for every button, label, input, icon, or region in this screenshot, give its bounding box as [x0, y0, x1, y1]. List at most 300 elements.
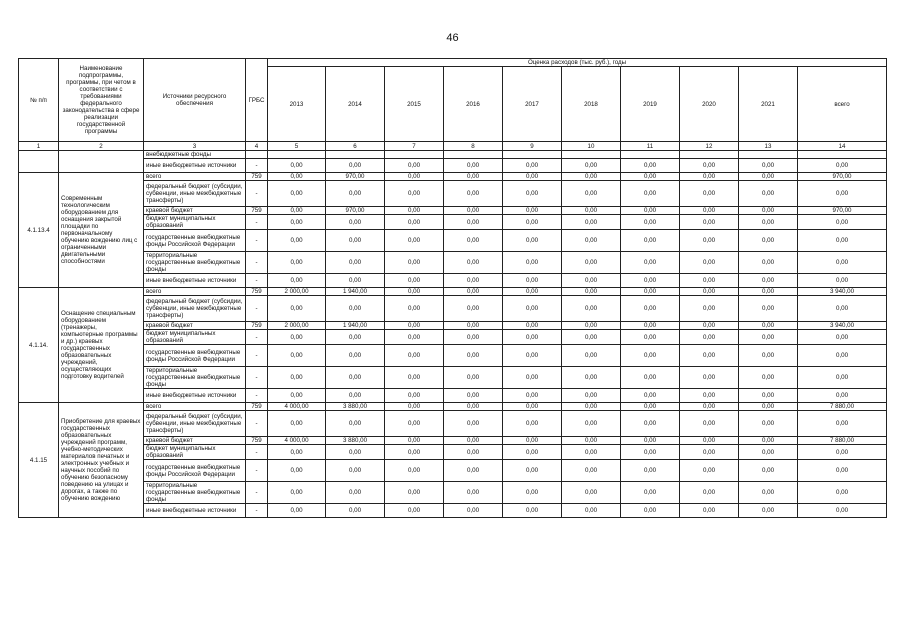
grbs-cell: -: [246, 330, 268, 345]
value-cell: 0,00: [739, 173, 798, 181]
source-cell: иные внебюджетные источники: [144, 159, 246, 173]
value-cell: 0,00: [503, 367, 562, 389]
value-cell: 0,00: [268, 230, 326, 252]
value-cell: 0,00: [503, 403, 562, 411]
source-cell: государственные внебюджетные фонды Российской Федерации: [144, 460, 246, 482]
table-row: [19, 173, 887, 181]
value-cell: 0,00: [798, 389, 887, 403]
value-cell: [621, 151, 680, 159]
header-year: всего: [798, 67, 887, 142]
table-row: [19, 504, 887, 518]
value-cell: 0,00: [680, 367, 739, 389]
value-cell: 0,00: [680, 288, 739, 296]
value-cell: 0,00: [798, 159, 887, 173]
source-cell: всего: [144, 288, 246, 296]
value-cell: 0,00: [562, 345, 621, 367]
value-cell: 0,00: [503, 230, 562, 252]
value-cell: 0,00: [621, 389, 680, 403]
value-cell: 0,00: [385, 437, 444, 445]
section-name: Оснащение специальным оборудованием (тренажеры, компьютерные программы и др.) краевых государственных образовательных учреждений, осуществляющих подготовку водителей: [59, 288, 144, 403]
value-cell: 0,00: [268, 389, 326, 403]
table-row: [19, 230, 887, 252]
value-cell: 0,00: [503, 445, 562, 460]
value-cell: 0,00: [680, 437, 739, 445]
value-cell: 0,00: [739, 159, 798, 173]
header-year: 2019: [621, 67, 680, 142]
grbs-cell: -: [246, 482, 268, 504]
table-row: [19, 207, 887, 215]
value-cell: 0,00: [562, 296, 621, 322]
value-cell: 0,00: [444, 181, 503, 207]
value-cell: 0,00: [562, 367, 621, 389]
table-row: [19, 330, 887, 345]
value-cell: 0,00: [385, 173, 444, 181]
value-cell: [444, 151, 503, 159]
value-cell: 0,00: [326, 274, 385, 288]
value-cell: 0,00: [680, 215, 739, 230]
value-cell: 0,00: [562, 445, 621, 460]
value-cell: 0,00: [562, 460, 621, 482]
value-cell: 0,00: [385, 345, 444, 367]
value-cell: 3 940,00: [798, 288, 887, 296]
value-cell: 0,00: [798, 330, 887, 345]
value-cell: 0,00: [739, 274, 798, 288]
value-cell: 0,00: [385, 367, 444, 389]
value-cell: 0,00: [739, 504, 798, 518]
section-code: 4.1.15: [19, 403, 59, 518]
value-cell: 0,00: [739, 322, 798, 330]
table-row: [19, 411, 887, 437]
value-cell: 0,00: [385, 252, 444, 274]
value-cell: [798, 151, 887, 159]
empty-cell: [59, 151, 144, 173]
grbs-cell: -: [246, 230, 268, 252]
value-cell: 0,00: [385, 274, 444, 288]
source-cell: краевой бюджет: [144, 437, 246, 445]
value-cell: 0,00: [798, 367, 887, 389]
value-cell: 0,00: [621, 504, 680, 518]
source-cell: бюджет муниципальных образований: [144, 215, 246, 230]
grbs-cell: -: [246, 445, 268, 460]
value-cell: 0,00: [621, 274, 680, 288]
value-cell: [385, 151, 444, 159]
value-cell: 0,00: [444, 367, 503, 389]
value-cell: 0,00: [268, 482, 326, 504]
value-cell: 0,00: [739, 288, 798, 296]
value-cell: 0,00: [798, 296, 887, 322]
value-cell: 0,00: [385, 288, 444, 296]
grbs-cell: -: [246, 215, 268, 230]
value-cell: 0,00: [798, 181, 887, 207]
value-cell: 0,00: [385, 207, 444, 215]
value-cell: 0,00: [621, 288, 680, 296]
value-cell: 0,00: [739, 367, 798, 389]
value-cell: 0,00: [739, 296, 798, 322]
value-cell: 0,00: [739, 460, 798, 482]
table-row: [19, 403, 887, 411]
value-cell: 0,00: [444, 437, 503, 445]
source-cell: государственные внебюджетные фонды Российской Федерации: [144, 230, 246, 252]
value-cell: 0,00: [562, 274, 621, 288]
table-row: [19, 345, 887, 367]
value-cell: 0,00: [385, 482, 444, 504]
value-cell: 0,00: [503, 173, 562, 181]
value-cell: 0,00: [739, 482, 798, 504]
value-cell: 0,00: [444, 215, 503, 230]
value-cell: 0,00: [798, 215, 887, 230]
column-number: 7: [385, 142, 444, 151]
value-cell: 0,00: [798, 230, 887, 252]
grbs-cell: 759: [246, 173, 268, 181]
value-cell: 0,00: [268, 345, 326, 367]
column-number: 11: [621, 142, 680, 151]
value-cell: 0,00: [739, 330, 798, 345]
value-cell: 0,00: [385, 460, 444, 482]
table-row: [19, 252, 887, 274]
value-cell: 0,00: [326, 345, 385, 367]
header-source: Источники ресурсного обеспечения: [144, 59, 246, 142]
value-cell: 0,00: [680, 274, 739, 288]
value-cell: 0,00: [503, 252, 562, 274]
value-cell: [739, 151, 798, 159]
header-year: 2017: [503, 67, 562, 142]
source-cell: всего: [144, 173, 246, 181]
value-cell: 0,00: [503, 411, 562, 437]
table-row: [19, 296, 887, 322]
value-cell: 0,00: [385, 322, 444, 330]
value-cell: 0,00: [621, 367, 680, 389]
source-cell: всего: [144, 403, 246, 411]
source-cell: краевой бюджет: [144, 207, 246, 215]
value-cell: 0,00: [739, 403, 798, 411]
grbs-cell: -: [246, 460, 268, 482]
value-cell: [680, 151, 739, 159]
value-cell: 0,00: [385, 159, 444, 173]
value-cell: 0,00: [385, 504, 444, 518]
value-cell: 0,00: [798, 504, 887, 518]
grbs-cell: 759: [246, 207, 268, 215]
value-cell: 0,00: [562, 411, 621, 437]
value-cell: 0,00: [444, 330, 503, 345]
header-year: 2014: [326, 67, 385, 142]
source-cell: бюджет муниципальных образований: [144, 445, 246, 460]
source-cell: краевой бюджет: [144, 322, 246, 330]
value-cell: 0,00: [444, 345, 503, 367]
empty-cell: [19, 151, 59, 173]
grbs-cell: -: [246, 296, 268, 322]
value-cell: 0,00: [385, 215, 444, 230]
value-cell: 0,00: [562, 230, 621, 252]
header-year: 2021: [739, 67, 798, 142]
value-cell: 0,00: [680, 330, 739, 345]
value-cell: 0,00: [680, 411, 739, 437]
source-cell: иные внебюджетные источники: [144, 504, 246, 518]
value-cell: 0,00: [621, 181, 680, 207]
value-cell: 4 000,00: [268, 437, 326, 445]
value-cell: 0,00: [326, 367, 385, 389]
value-cell: 0,00: [798, 345, 887, 367]
value-cell: 0,00: [621, 230, 680, 252]
value-cell: 0,00: [621, 403, 680, 411]
value-cell: 0,00: [268, 173, 326, 181]
grbs-cell: -: [246, 367, 268, 389]
column-number: 3: [144, 142, 246, 151]
grbs-cell: -: [246, 159, 268, 173]
header-grbs: ГРБС: [246, 59, 268, 142]
value-cell: 0,00: [621, 345, 680, 367]
value-cell: 0,00: [268, 207, 326, 215]
column-number: 5: [268, 142, 326, 151]
section-name: Приобретение для краевых государственных образовательных учреждений программ, учебно-методических материалов печатных и электронных учебных и научных пособий по обучению безопасному поведению на улицах и дорогах, а также по обучению вождению: [59, 403, 144, 518]
value-cell: 0,00: [503, 274, 562, 288]
value-cell: 0,00: [268, 215, 326, 230]
value-cell: 0,00: [621, 437, 680, 445]
value-cell: 0,00: [680, 504, 739, 518]
value-cell: 0,00: [444, 159, 503, 173]
value-cell: 0,00: [621, 445, 680, 460]
value-cell: 0,00: [444, 322, 503, 330]
value-cell: 0,00: [444, 288, 503, 296]
value-cell: 0,00: [562, 389, 621, 403]
value-cell: 0,00: [739, 252, 798, 274]
column-number: 10: [562, 142, 621, 151]
value-cell: 0,00: [562, 252, 621, 274]
value-cell: 0,00: [326, 411, 385, 437]
table-row: [19, 389, 887, 403]
table-row: [19, 367, 887, 389]
value-cell: 0,00: [503, 181, 562, 207]
header-year: 2013: [268, 67, 326, 142]
value-cell: 0,00: [680, 159, 739, 173]
value-cell: 0,00: [326, 482, 385, 504]
value-cell: 1 940,00: [326, 322, 385, 330]
grbs-cell: -: [246, 504, 268, 518]
value-cell: 0,00: [621, 296, 680, 322]
header-year: 2018: [562, 67, 621, 142]
value-cell: 0,00: [680, 460, 739, 482]
grbs-cell: 759: [246, 403, 268, 411]
budget-table: [18, 58, 887, 518]
value-cell: 0,00: [268, 367, 326, 389]
value-cell: 0,00: [444, 207, 503, 215]
grbs-cell: 759: [246, 437, 268, 445]
value-cell: 0,00: [680, 207, 739, 215]
header-name: Наименование подпрограммы, программы, при четом в соответствии с требованиями федерального законодательства в сфере реализации государственной программы: [59, 59, 144, 142]
source-cell: внебюджетные фонды: [144, 151, 246, 159]
column-number: 12: [680, 142, 739, 151]
table-row: [19, 322, 887, 330]
value-cell: 0,00: [268, 274, 326, 288]
source-cell: иные внебюджетные источники: [144, 389, 246, 403]
value-cell: 0,00: [562, 437, 621, 445]
value-cell: 0,00: [444, 173, 503, 181]
value-cell: 0,00: [268, 445, 326, 460]
value-cell: 0,00: [385, 445, 444, 460]
value-cell: 0,00: [798, 460, 887, 482]
grbs-cell: [246, 151, 268, 159]
source-cell: территориальные государственные внебюджетные фонды: [144, 252, 246, 274]
value-cell: 0,00: [326, 330, 385, 345]
value-cell: 0,00: [562, 322, 621, 330]
page-number: 46: [446, 32, 459, 44]
value-cell: 0,00: [444, 296, 503, 322]
header-year: 2015: [385, 67, 444, 142]
column-number: 1: [19, 142, 59, 151]
value-cell: 0,00: [268, 504, 326, 518]
value-cell: 0,00: [268, 252, 326, 274]
value-cell: 0,00: [444, 252, 503, 274]
value-cell: 0,00: [739, 345, 798, 367]
section-code: 4.1.14.: [19, 288, 59, 403]
value-cell: 2 000,00: [268, 288, 326, 296]
header-cost-estimate: Оценка расходов (тыс. руб.), годы: [268, 59, 887, 67]
value-cell: 0,00: [621, 159, 680, 173]
grbs-cell: -: [246, 252, 268, 274]
value-cell: 0,00: [680, 296, 739, 322]
value-cell: 0,00: [503, 330, 562, 345]
value-cell: 0,00: [444, 274, 503, 288]
value-cell: 970,00: [326, 207, 385, 215]
column-number: 2: [59, 142, 144, 151]
table-row: [19, 159, 887, 173]
table-row: [19, 460, 887, 482]
source-cell: федеральный бюджет (субсидии, субвенции, иные межбюджетные трансферты): [144, 181, 246, 207]
value-cell: 0,00: [680, 322, 739, 330]
value-cell: 0,00: [326, 159, 385, 173]
grbs-cell: -: [246, 345, 268, 367]
table-row: [19, 445, 887, 460]
value-cell: 0,00: [385, 296, 444, 322]
value-cell: 1 940,00: [326, 288, 385, 296]
table-row: [19, 151, 887, 159]
value-cell: 0,00: [621, 173, 680, 181]
value-cell: 0,00: [385, 411, 444, 437]
value-cell: 0,00: [680, 181, 739, 207]
value-cell: 0,00: [326, 230, 385, 252]
header-number: № п/п: [19, 59, 59, 142]
value-cell: 7 880,00: [798, 437, 887, 445]
grbs-cell: -: [246, 181, 268, 207]
value-cell: 0,00: [444, 230, 503, 252]
value-cell: 0,00: [621, 330, 680, 345]
value-cell: 0,00: [798, 411, 887, 437]
grbs-cell: 759: [246, 288, 268, 296]
value-cell: 0,00: [739, 437, 798, 445]
value-cell: 0,00: [680, 230, 739, 252]
source-cell: государственные внебюджетные фонды Российской Федерации: [144, 345, 246, 367]
value-cell: 0,00: [503, 482, 562, 504]
value-cell: 0,00: [268, 159, 326, 173]
column-number: 4: [246, 142, 268, 151]
value-cell: 0,00: [326, 504, 385, 518]
value-cell: 0,00: [562, 181, 621, 207]
value-cell: 0,00: [680, 445, 739, 460]
value-cell: 0,00: [562, 215, 621, 230]
value-cell: 0,00: [326, 215, 385, 230]
source-cell: бюджет муниципальных образований: [144, 330, 246, 345]
value-cell: 0,00: [268, 460, 326, 482]
value-cell: 0,00: [680, 173, 739, 181]
value-cell: 3 880,00: [326, 437, 385, 445]
value-cell: 970,00: [798, 173, 887, 181]
value-cell: 0,00: [444, 389, 503, 403]
value-cell: 0,00: [621, 411, 680, 437]
value-cell: 0,00: [385, 330, 444, 345]
column-number: 14: [798, 142, 887, 151]
value-cell: [562, 151, 621, 159]
value-cell: 0,00: [798, 274, 887, 288]
value-cell: 3 940,00: [798, 322, 887, 330]
value-cell: 0,00: [326, 296, 385, 322]
value-cell: 0,00: [621, 215, 680, 230]
value-cell: 0,00: [621, 252, 680, 274]
value-cell: 0,00: [268, 411, 326, 437]
value-cell: 0,00: [621, 460, 680, 482]
value-cell: 0,00: [503, 288, 562, 296]
value-cell: 0,00: [503, 159, 562, 173]
header-year: 2020: [680, 67, 739, 142]
value-cell: 0,00: [680, 482, 739, 504]
column-number: 9: [503, 142, 562, 151]
value-cell: 0,00: [385, 389, 444, 403]
section-name: Современным технологическим оборудованием для оснащения закрытой площадки по первоначальному обучению вождению лиц с ограниченными двигательными способностями: [59, 173, 144, 288]
value-cell: 0,00: [444, 445, 503, 460]
value-cell: 0,00: [444, 504, 503, 518]
value-cell: 0,00: [444, 460, 503, 482]
table-row: [19, 288, 887, 296]
table-row: [19, 274, 887, 288]
value-cell: 0,00: [562, 207, 621, 215]
table-row: [19, 482, 887, 504]
value-cell: 0,00: [562, 403, 621, 411]
value-cell: 0,00: [503, 437, 562, 445]
value-cell: 0,00: [798, 252, 887, 274]
value-cell: 4 000,00: [268, 403, 326, 411]
value-cell: 0,00: [326, 252, 385, 274]
value-cell: 0,00: [621, 322, 680, 330]
value-cell: 0,00: [268, 330, 326, 345]
value-cell: 0,00: [444, 403, 503, 411]
table-row: [19, 215, 887, 230]
source-cell: федеральный бюджет (субсидии, субвенции, иные межбюджетные трансферты): [144, 411, 246, 437]
source-cell: территориальные государственные внебюджетные фонды: [144, 367, 246, 389]
value-cell: 0,00: [798, 445, 887, 460]
value-cell: 0,00: [562, 288, 621, 296]
value-cell: 0,00: [680, 403, 739, 411]
value-cell: 0,00: [326, 445, 385, 460]
value-cell: [503, 151, 562, 159]
section-code: 4.1.13.4: [19, 173, 59, 288]
header-year: 2016: [444, 67, 503, 142]
value-cell: 0,00: [503, 322, 562, 330]
value-cell: 0,00: [503, 296, 562, 322]
value-cell: 0,00: [739, 207, 798, 215]
value-cell: 3 880,00: [326, 403, 385, 411]
column-number: 13: [739, 142, 798, 151]
value-cell: 0,00: [739, 445, 798, 460]
value-cell: 0,00: [503, 215, 562, 230]
value-cell: 2 000,00: [268, 322, 326, 330]
column-number: 8: [444, 142, 503, 151]
value-cell: 0,00: [562, 504, 621, 518]
value-cell: 0,00: [503, 345, 562, 367]
source-cell: территориальные государственные внебюджетные фонды: [144, 482, 246, 504]
value-cell: 7 880,00: [798, 403, 887, 411]
value-cell: 0,00: [739, 215, 798, 230]
source-cell: иные внебюджетные источники: [144, 274, 246, 288]
value-cell: 0,00: [562, 159, 621, 173]
value-cell: 0,00: [739, 389, 798, 403]
